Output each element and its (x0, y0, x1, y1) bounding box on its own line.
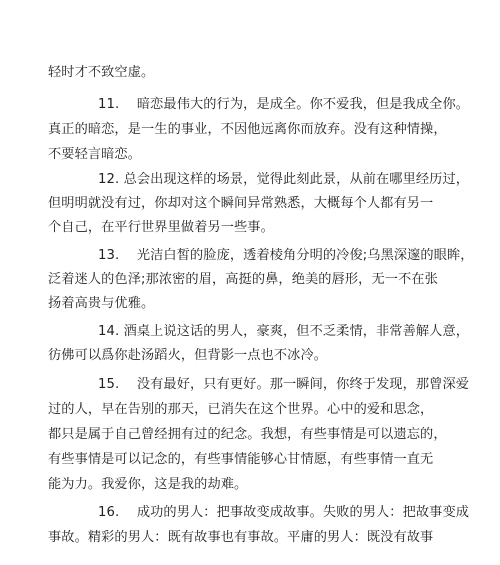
text-line: 13. 光洁白皙的脸庞，透着棱角分明的冷俊;乌黑深邃的眼眸， (98, 248, 474, 263)
text-line: 彷佛可以爲你赴汤蹈火，但背影一点也不冰冷。 (48, 348, 328, 363)
text-line: 都只是属于自己曾经拥有过的纪念。我想，有些事情是可以遗忘的， (48, 427, 447, 442)
text-line: 能为力。我爱你，这是我的劫难。 (48, 477, 248, 492)
text-line: 扬着高贵与优雅。 (48, 296, 155, 311)
text-line: 11. 暗恋最伟大的行为，是成全。你不爱我，但是我成全你。 (98, 97, 470, 112)
text-line: 但明明就没有过，你却对这个瞬间异常熟悉，大概每个人都有另一 (48, 196, 434, 211)
text-line: 泛着迷人的色泽;那浓密的眉，高挺的鼻，绝美的唇形，无一不在张 (48, 272, 438, 287)
text-line: 不要轻言暗恋。 (48, 147, 142, 162)
text-line: 事故。精彩的男人：既有故事也有事故。平庸的男人：既没有故事 (48, 530, 434, 545)
text-line: 15. 没有最好，只有更好。那一瞬间，你终于发现，那曾深爱 (98, 377, 470, 392)
text-line: 个自己，在平行世界里做着另一些事。 (48, 220, 274, 235)
text-line: 轻时才不致空虚。 (48, 65, 155, 80)
text-line: 有些事情是可以记念的，有些事情能够心甘情愿，有些事情一直无 (48, 452, 434, 467)
text-line: 真正的暗恋，是一生的事业，不因他远离你而放弃。没有这种情操， (48, 122, 447, 137)
text-line: 16. 成功的男人：把事故变成故事。失败的男人：把故事变成 (98, 505, 470, 520)
text-line: 12. 总会出现这样的场景，觉得此刻此景，从前在哪里经历过， (98, 172, 470, 187)
text-line: 14. 酒桌上说这话的男人，豪爽，但不乏柔情，非常善解人意， (98, 324, 470, 339)
text-line: 过的人，早在告别的那天，已消失在这个世界。心中的爱和思念， (48, 402, 434, 417)
